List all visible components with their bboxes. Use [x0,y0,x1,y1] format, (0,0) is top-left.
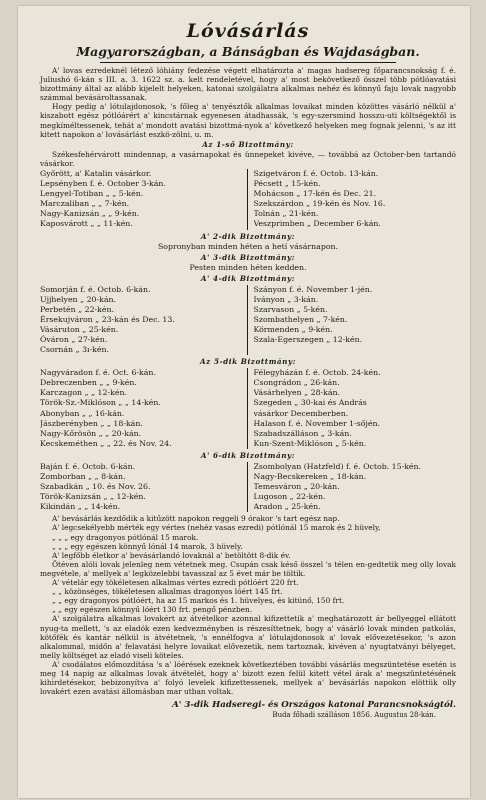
poster-sheet [18,6,470,798]
schedule-row: Baján f. é. Octob. 6-kán. [40,461,136,471]
committee-5-heading: Az 5-dik Bizottmány: [199,357,297,367]
committee-2-heading: A' 2-dik Bizottmány: [200,231,296,241]
schedule-row: Lepsényben f. é. October 3-kán. [40,179,166,189]
poster-title: Lóvásárlás [186,20,310,42]
committee-5-schedule [40,368,456,449]
schedule-row: Csornán „ 3ı-kén. [40,345,110,355]
terms-line: A' legcsekélyebb mérték egy vértes (nehéz vasas ezredi) pótlónál 15 marok és 2 hüvely, [52,523,381,533]
schedule-row: Szala-Egerszegen „ 12-kén. [253,334,363,344]
schedule-row: Szombathelyen „ 7-kén. [253,314,348,324]
price-line: A' vételár egy tökéletesen alkalmas vértes ezredi pótlóért 220 frt. [52,578,299,588]
schedule-row: Abonyban „ „ 16-kán. [40,408,125,418]
schedule-row: Lugoson „ 22-kén. [253,492,326,502]
schedule-row: Nagyváradon f. é. Oct. 6-kán. [40,368,156,378]
committee-1-schedule [40,169,456,230]
schedule-row: Kun-Szent-Miklóson „ 5-kén. [253,438,367,448]
schedule-row: Szekszárdon „ 19-kén és Nov. 16. [253,199,386,209]
schedule-row: Aradon „ 25-kén. [253,502,321,512]
schedule-row: Somorján f. é. Octob. 6-kán. [40,284,151,294]
payment-paragraph: A' szolgálatra alkalmas lovakért az átvételkor azonnal kifizettetik a' meghatározott ár bellyeggel ellátott nyug-ta mellett, 's az eladók ezen kedvezményben is részesíttetnek, hogy a' vásárló lovak minden patkolás, kötőfék és kantár nélkül is átvétetnek, 's ennélfogva a' lótulajdonosok a' lovak elővezetésekor, 's azon alkalommal, midőn a' felavatási helyre lovaikat elővezetik, nem tartoznak, kivéven a' nyugtatványi bélyeget, melly költséget az eladó viseli köteles. [40,614,456,660]
price-line: „ „ egy dragonyos pótlóért, ha az 15 markos és 1. hüvelyes, és kitünő, 150 frt. [52,596,345,606]
schedule-row: Kaposvárott „ „ 11-kén. [40,219,133,229]
schedule-row: Temesváron „ 20-kán. [253,482,340,492]
schedule-row: Jászberényben „ „ 18-kán. [40,418,143,428]
committee-4-heading: A' 4-dik Bizottmány: [200,273,296,283]
schedule-row: Tolnán „ 21-kén. [253,209,319,219]
schedule-right-column [247,169,457,230]
schedule-row: Perbetén „ 22-kén. [40,304,115,314]
schedule-row: Szányon f. é. November 1-jén. [253,284,373,294]
schedule-left-column [40,368,247,449]
committee-3-text: Pesten minden héten kedden. [189,262,307,272]
terms-line: „ „ „ egy dragonyos pótlónál 15 marok. [52,532,199,542]
schedule-row: Szarvason „ 5-kén. [253,304,328,314]
schedule-row: vásárkor Decemberben. [253,408,349,418]
poster-content [40,20,456,720]
schedule-row: Kecskeméthen „ „ 22. és Nov. 24. [40,438,172,448]
schedule-row: Ujjhelyen „ 20-kán. [40,294,117,304]
schedule-row: Karczagon „ „ 12-kén. [40,388,127,398]
schedule-row: Körmenden „ 9-kén. [253,324,333,334]
committee-2-text: Sopronyban minden héten a hetí vásárnapon. [157,241,339,251]
committee-6-heading: A' 6-dik Bizottmány: [200,450,296,460]
schedule-row: Vásárhelyen „ 28-kán. [253,388,341,398]
schedule-row: Félegyházán f. é. Octob. 24-kén. [253,368,381,378]
poster-subtitle: Magyarországban, a Bánságban és Wajdaságban. [76,44,420,59]
schedule-row: Török-Kanizsán „ „ 12-kén. [40,492,146,502]
schedule-right-column [247,368,457,449]
schedule-row: Debreczenben „ „ 9-kén. [40,378,137,388]
schedule-row: Nagy-Kanizsán „ „ 9-kén. [40,209,140,219]
schedule-right-column [247,462,457,512]
schedule-row: Szabadkán „ 10. és Nov. 26. [40,482,151,492]
schedule-row: Lengyel-Totiban „ „ 5-kén. [40,189,144,199]
intro-paragraph: A' lovas ezredeknél létező lóhiány fedezése végett elhatározta a' magas hadsereg főparancsnokság f. é. Juliushó 6-kán s III. a. 3. 1622 sz. a. kelt rendeletével, hogy a' most bekövetkező összel több pótlóavatási bizottmány által az alább kijelelt helyeken, katonai szolgálatra alkalmas nehéz és könnyű faju lovak nagyobb számmal bevásároltassanak. [40,66,456,103]
issuer-signature: A' 3-dik Hadseregi- és Országos katonai Parancsnokságtól. [172,700,456,711]
schedule-row: Nagy-Kőrösön „ „ 20-kán. [40,428,142,438]
committee-1-heading: Az 1-ső Bizottmány: [202,139,294,149]
schedule-left-column [40,169,247,230]
committee-6-schedule [40,462,456,512]
schedule-right-column [247,285,457,356]
terms-line: „ „ „ egy egészen könnyű lónál 14 marok, 3 hüvely. [52,541,243,551]
schedule-row: Iványon „ 3-kán. [253,294,319,304]
schedule-row: Vásáruton „ 25-kén. [40,324,119,334]
committee-1-lead: Székesfehérvárott mindennap, a vasárnapokat és ünnepeket kivéve, — továbbá az October-ben tartandó vásárkor. [40,149,456,168]
schedule-row: Nagy-Becskereken „ 18-kán. [253,472,367,481]
schedule-row: Halason f. é. November 1-sőjén. [253,418,380,428]
terms-paragraph: Ötéven alóli lovak jelenleg nem vétetnek meg. Csupán csak késő összel 's télen en-gedtetik meg olly lovak megvétele, a' mellyek a' legközelebbi tavasszal az 5 évet már be töltik. [40,559,456,578]
intro-paragraph: Hogy pedig a' lótulajdonosok, 's főleg a' tenyésztők alkalmas lovaikat minden közöttes vásárló nélkül a' kiszabott egész pótlóárért a' kincstárnak egyenesen átadhassák, 's egy-szersmind hosszu-uti költségektől is megkíméltessenek, tehát a' mondott avatási bizottmá-nyok a' következő helyeken meg fognak jelenni, 's az itt kitett napokon a' lovásárlást eszkö-zölni, u. m. [40,102,456,139]
price-line: „ „ egy egészen könnyű lóért 130 frt. pengő pénzben. [52,605,253,615]
schedule-row: Csongrádon „ 26-kán. [253,378,340,388]
schedule-row: Érsekujváron „ 23-kán és Dec. 13. [40,314,175,324]
schedule-row: Marczaliban „ „ 7-kén. [40,199,130,209]
closing-paragraph: A' csodálatos előmozdítása 's a' lóérések ezeknek következtében további vásárlás megszüntetése esetén is meg 14 napig az alkalmas lovak átvételét, hogy a' bizott ezen felül kitett vétel árak a' megszüntetésének kihirdetésekor, bebizonyítva a' folyó levelek kifizettessenek, mellyek a' bevásárlás napokon elöttük olly lovakért ezen avatási állomásban mar utban voltak. [40,659,456,697]
schedule-row: Mohácson „ 17-kén és Dec. 21. [253,189,377,199]
committee-4-schedule [40,285,456,356]
schedule-row: Pécsett „ 15-kén. [253,179,321,189]
terms-line: A' bevásárlás kezdődik a kitűzött napokon reggeli 9 órakor 's tart egész nap. [52,514,340,524]
schedule-row: Kikindán „ „ 14-kén. [40,502,121,512]
schedule-row: Zomborban „ „ 8-kán. [40,472,126,481]
terms-line: A' legfőbb életkor a' bevásárlandó lovaknál a' betöltött 8-dik év. [52,550,291,560]
place-and-date: Buda főhadi szálláson 1856. Augustus 28-kán. [272,711,436,720]
title-divider [100,62,396,63]
schedule-row: Óváron „ 27-kén. [40,334,108,344]
schedule-row: Szegeden „ 30-kai és András [253,398,367,408]
schedule-row: Szigetváron f. é. Octob. 13-kán. [253,168,379,178]
price-line: „ „ közönséges, tökéletesen alkalmas dragonyos lóért 145 frt. [52,587,283,597]
schedule-row: Szabadszálláson „ 3-kán. [253,428,352,438]
schedule-row: Veszprimben „ December 6-kán. [253,219,381,229]
schedule-left-column [40,285,247,356]
schedule-row: Török-Sz.-Miklóson „ „ 14-kén. [40,398,161,408]
schedule-row: Győrött, a' Katalin vásárkor. [40,168,152,178]
schedule-left-column [40,462,247,512]
committee-3-heading: A' 3-dik Bizottmány: [200,252,296,262]
schedule-row: Zsombolyan (Hatzfeld) f. é. Octob. 15-kén. [253,461,422,471]
